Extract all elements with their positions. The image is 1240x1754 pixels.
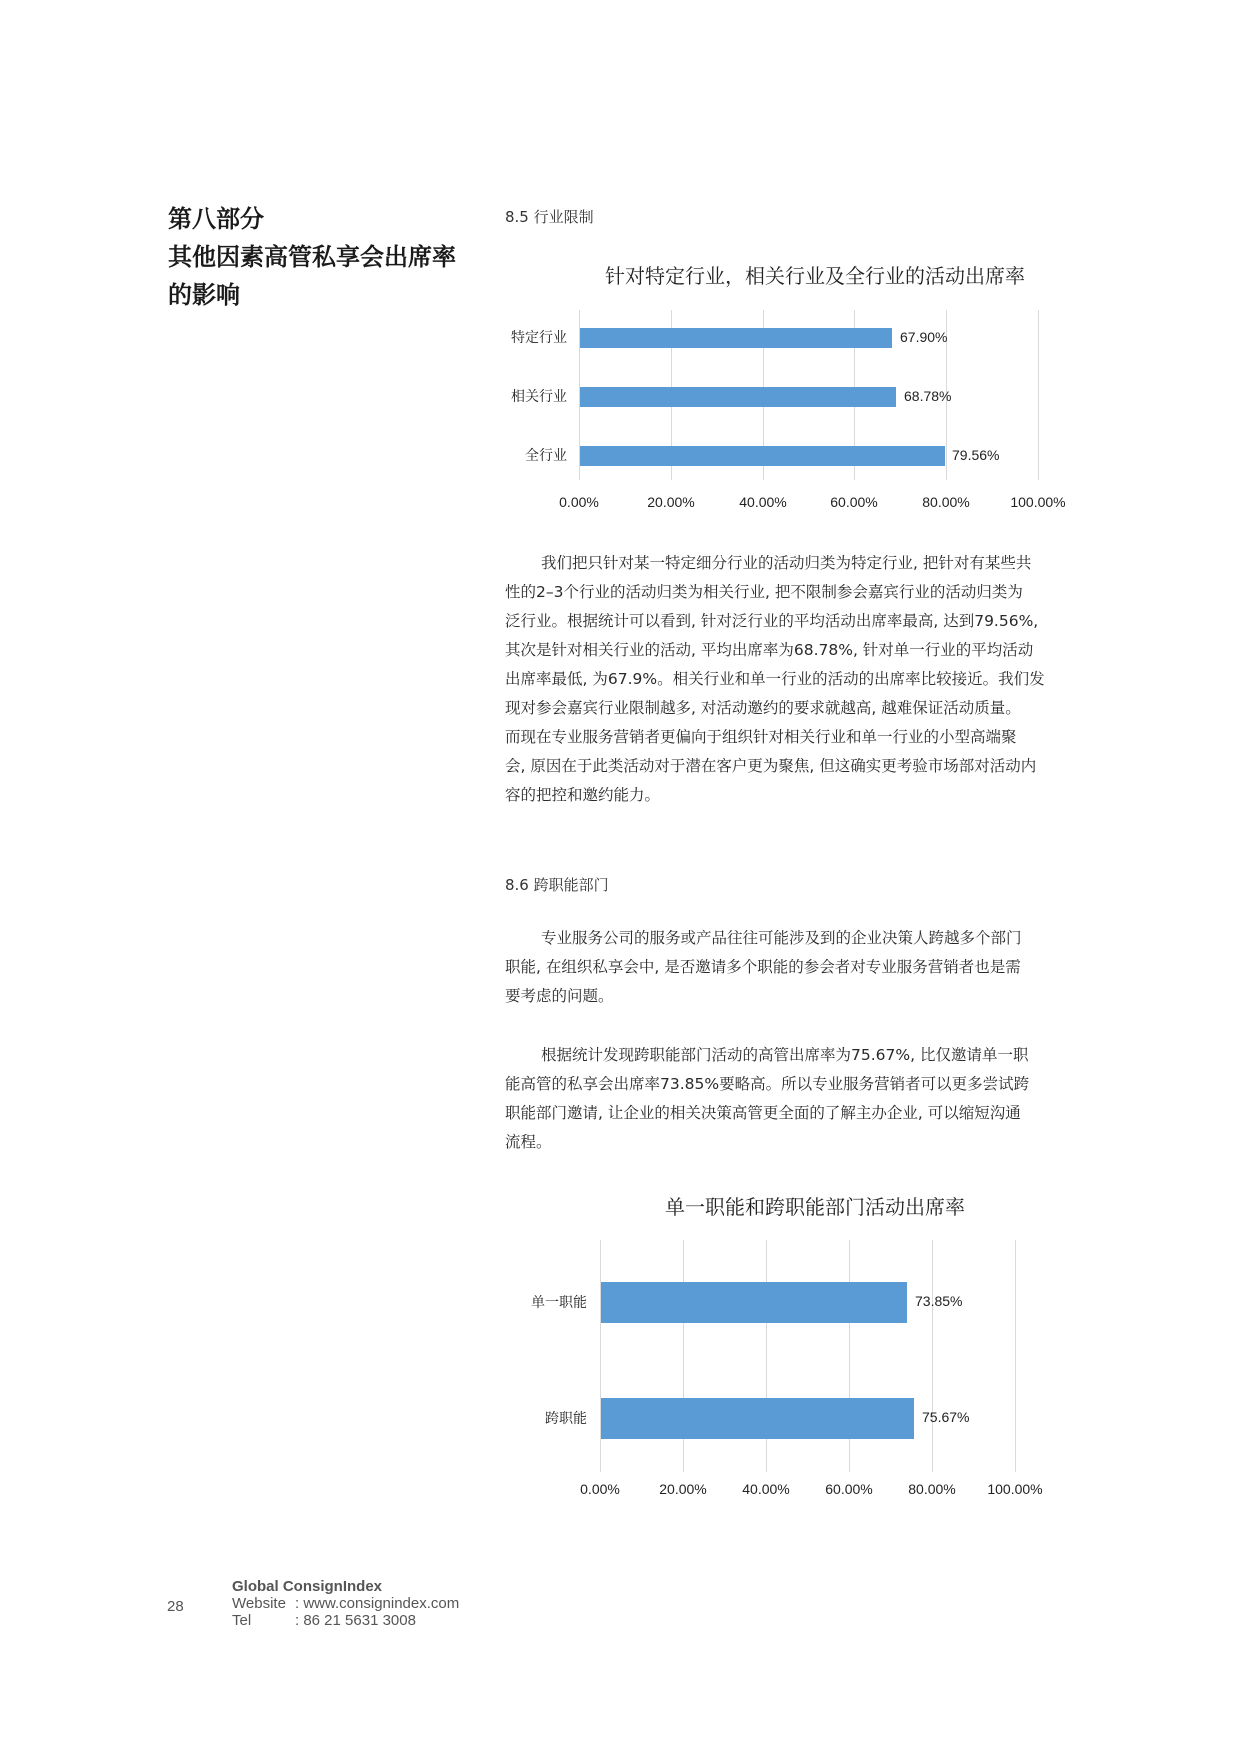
bar-all-industry [580, 446, 945, 466]
subsection-title-8-5: 8.5 行业限制 [505, 208, 594, 226]
bar-specific-industry [580, 328, 892, 348]
section-heading [168, 200, 488, 314]
paragraph-line: 能高管的私享会出席率73.85%要略高。所以专业服务营销者可以更多尝试跨 [505, 1075, 1030, 1093]
value-label: 79.56% [952, 447, 1000, 463]
paragraph-line: 而现在专业服务营销者更偏向于组织针对相关行业和单一行业的小型高端聚 [505, 728, 1017, 746]
footer-contact [232, 1578, 459, 1629]
value-label: 68.78% [904, 388, 952, 404]
axis-tick-label: 60.00% [825, 1481, 873, 1497]
paragraph-cross-function-intro [505, 924, 1065, 1011]
paragraph-cross-function-findings [505, 1041, 1065, 1157]
paragraph-line: 现对参会嘉宾行业限制越多, 对活动邀约的要求就越高, 越难保证活动质量。 [505, 699, 1021, 717]
paragraph-line: 泛行业。根据统计可以看到, 针对泛行业的平均活动出席率最高, 达到79.56%, [505, 612, 1039, 630]
chart-industry-restriction [505, 250, 1085, 520]
footer-website [232, 1595, 459, 1612]
paragraph-line: 职能, 在组织私享会中, 是否邀请多个职能的参会者对专业服务营销者也是需 [505, 958, 1021, 976]
gridline [1015, 1240, 1016, 1472]
paragraph-line: 会, 原因在于此类活动对于潜在客户更为聚焦, 但这确实更考验市场部对活动内 [505, 757, 1037, 775]
value-label: 75.67% [922, 1409, 970, 1425]
section-heading-line: 其他因素高管私享会出席率 [168, 243, 456, 271]
paragraph-line: 性的2–3个行业的活动归类为相关行业, 把不限制参会嘉宾行业的活动归类为 [505, 583, 1023, 601]
axis-tick-label: 100.00% [987, 1481, 1043, 1497]
paragraph-line: 容的把控和邀约能力。 [505, 786, 661, 804]
footer-tel [232, 1612, 459, 1629]
axis-tick-label: 0.00% [580, 1481, 620, 1497]
axis-tick-label: 20.00% [647, 494, 695, 510]
paragraph-line: 出席率最低, 为67.9%。相关行业和单一行业的活动的出席率比较接近。我们发 [505, 670, 1045, 688]
bar-single-function [601, 1282, 907, 1323]
paragraph-line: 根据统计发现跨职能部门活动的高管出席率为75.67%, 比仅邀请单一职 [541, 1046, 1029, 1064]
category-label: 单一职能 [531, 1295, 587, 1311]
axis-tick-label: 40.00% [742, 1481, 790, 1497]
category-label: 相关行业 [511, 389, 567, 405]
footer-website-key: Website [232, 1595, 286, 1612]
paragraph-line: 我们把只针对某一特定细分行业的活动归类为特定行业, 把针对有某些共 [541, 554, 1032, 572]
axis-tick-label: 40.00% [739, 494, 787, 510]
footer-website-value: : www.consignindex.com [295, 1595, 460, 1612]
category-label: 特定行业 [511, 330, 567, 346]
value-label: 67.90% [900, 329, 948, 345]
footer-brand: Global ConsignIndex [232, 1578, 383, 1595]
category-label: 全行业 [525, 448, 567, 464]
section-heading-line: 第八部分 [168, 205, 264, 233]
paragraph-line: 职能部门邀请, 让企业的相关决策高管更全面的了解主办企业, 可以缩短沟通 [505, 1104, 1021, 1122]
paragraph-line: 其次是针对相关行业的活动, 平均出席率为68.78%, 针对单一行业的平均活动 [505, 641, 1034, 659]
paragraph-line: 流程。 [505, 1133, 552, 1151]
axis-tick-label: 100.00% [1010, 494, 1066, 510]
section-heading-line: 的影响 [168, 281, 240, 309]
axis-tick-label: 80.00% [908, 1481, 956, 1497]
axis-tick-label: 60.00% [830, 494, 878, 510]
paragraph-industry-restriction [505, 549, 1065, 810]
axis-tick-label: 20.00% [659, 1481, 707, 1497]
bar-related-industry [580, 387, 896, 407]
chart-title: 针对特定行业，相关行业及全行业的活动出席率 [605, 264, 1025, 288]
chart-title: 单一职能和跨职能部门活动出席率 [665, 1195, 965, 1219]
category-label: 跨职能 [545, 1411, 587, 1427]
footer-tel-value: : 86 21 5631 3008 [295, 1612, 416, 1629]
chart-cross-function [505, 1185, 1085, 1505]
bar-cross-function [601, 1398, 914, 1439]
footer-tel-key: Tel [232, 1612, 252, 1629]
axis-tick-label: 0.00% [559, 494, 599, 510]
subsection-title-8-6: 8.6 跨职能部门 [505, 876, 609, 894]
paragraph-line: 要考虑的问题。 [505, 987, 614, 1005]
axis-tick-label: 80.00% [922, 494, 970, 510]
value-label: 73.85% [915, 1293, 963, 1309]
gridline [932, 1240, 933, 1472]
page-number: 28 [167, 1598, 184, 1615]
gridline [1038, 310, 1039, 480]
paragraph-line: 专业服务公司的服务或产品往往可能涉及到的企业决策人跨越多个部门 [541, 929, 1022, 947]
